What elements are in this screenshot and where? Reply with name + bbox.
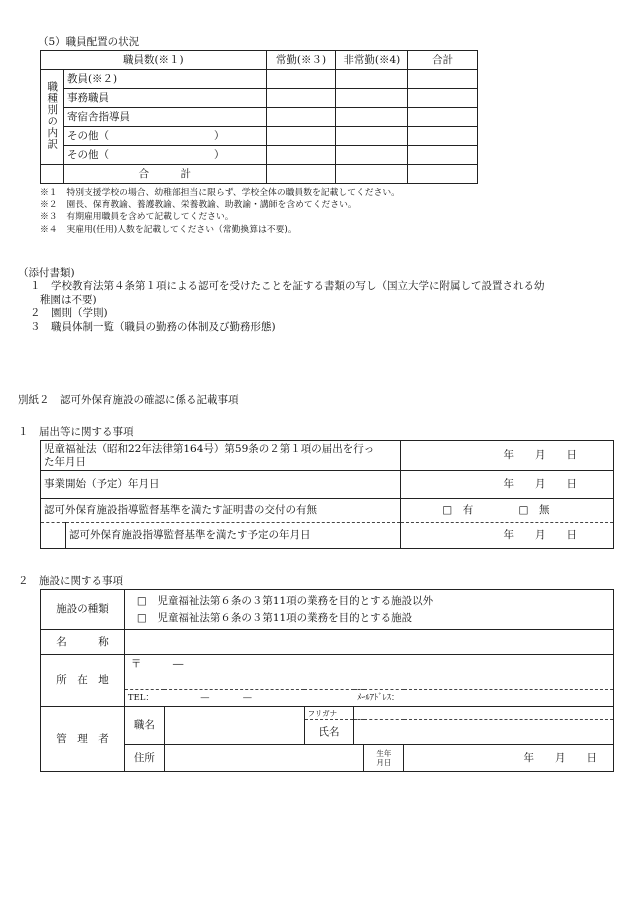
side-label: 職種別の内訳: [46, 80, 59, 150]
header-total: 合計: [408, 51, 478, 70]
cell[interactable]: [266, 146, 336, 165]
appendix2-title: 別紙２ 認可外保育施設の確認に係る記載事項: [18, 394, 239, 406]
attachment-1-cont: 稚園は不要): [40, 293, 97, 306]
facility-type-options: [124, 590, 613, 630]
address-label: 所 在 地: [41, 655, 125, 707]
furigana-value[interactable]: [354, 707, 614, 720]
facility-name-value[interactable]: [124, 630, 613, 655]
residence-label: 住所: [124, 745, 164, 772]
tel-line[interactable]: TEL： ― ―: [124, 690, 354, 707]
cell[interactable]: [336, 89, 408, 108]
header-count: 職員数(※１): [41, 51, 267, 70]
cell[interactable]: [336, 165, 408, 184]
note-1: ※１ 特別支援学校の場合、幼稚部担当に限らず、学校全体の職員数を記載してください。: [40, 188, 400, 198]
birth-label: 生年 月日: [364, 745, 404, 772]
row-dorm: 寄宿舎指導員: [63, 108, 266, 127]
header-fulltime: 常勤(※３): [266, 51, 336, 70]
notify-date-label: 児童福祉法（昭和22年法律第164号）第59条の２第１項の届出を行っ た年月日: [41, 441, 401, 471]
cell[interactable]: [408, 70, 478, 89]
planned-date-label: 認可外保育施設指導監督基準を満たす予定の年月日: [65, 523, 400, 549]
note-3: ※３ 有期雇用職員を含めて記載してください。: [40, 212, 234, 223]
certificate-no[interactable]: □ 無: [518, 504, 550, 517]
cell[interactable]: [266, 165, 336, 184]
facility-type-option-2[interactable]: □ 児童福祉法第６条の３第11項の業務を目的とする施設: [136, 611, 413, 624]
staff-table: [40, 50, 478, 184]
cell[interactable]: [408, 89, 478, 108]
cell[interactable]: [336, 127, 408, 146]
cell[interactable]: [266, 89, 336, 108]
section2-heading: ２ 施設に関する事項: [18, 575, 123, 587]
certificate-yes[interactable]: □ 有: [442, 504, 474, 517]
job-label: 職名: [124, 707, 164, 745]
row-other-2: その他（ ）: [63, 146, 266, 165]
planned-date-value[interactable]: 年 月 日: [401, 523, 614, 549]
facility-type-label: 施設の種類: [41, 590, 125, 630]
cell[interactable]: [266, 108, 336, 127]
cell[interactable]: [336, 70, 408, 89]
side-label-cell: [41, 70, 64, 165]
certificate-label: 認可外保育施設指導監督基準を満たす証明書の交付の有無: [41, 499, 401, 523]
name-label: 氏名: [304, 720, 354, 745]
cell[interactable]: [408, 165, 478, 184]
row-office: 事務職員: [63, 89, 266, 108]
cell[interactable]: [266, 70, 336, 89]
name-value[interactable]: [354, 720, 614, 745]
attachment-3: ３ 職員体制一覧（職員の勤務の体制及び勤務形態): [30, 320, 276, 333]
start-date-value[interactable]: 年 月 日: [401, 471, 614, 499]
birth-value[interactable]: 年 月 日: [404, 745, 614, 772]
row-other-1: その他（ ）: [63, 127, 266, 146]
postal-line[interactable]: 〒 ―: [124, 655, 613, 690]
cell[interactable]: [408, 127, 478, 146]
attachments-heading: （添付書類): [18, 267, 75, 279]
manager-label: 管 理 者: [41, 707, 125, 772]
cell[interactable]: [408, 146, 478, 165]
attachments-list: [30, 280, 625, 334]
cell[interactable]: [408, 108, 478, 127]
staff-section-heading: （5）職員配置の状況: [38, 36, 140, 48]
cell[interactable]: [336, 146, 408, 165]
facility-name-label: 名 称: [41, 630, 125, 655]
facility-table: [40, 589, 614, 772]
note-4: ※４ 実雇用(任用)人数を記載してください（常勤換算は不要)。: [40, 224, 297, 235]
facility-type-option-1[interactable]: □ 児童福祉法第６条の３第11項の業務を目的とする施設以外: [136, 594, 434, 607]
residence-value[interactable]: [164, 745, 364, 772]
start-date-label: 事業開始（予定）年月日: [41, 471, 401, 499]
header-parttime: 非常勤(※4): [336, 51, 408, 70]
cell[interactable]: [336, 108, 408, 127]
notify-date-value[interactable]: 年 月 日: [401, 441, 614, 471]
note-2: ※２ 園長、保育教諭、養護教諭、栄養教諭、助教諭・講師を含めてください。: [40, 200, 357, 211]
job-value[interactable]: [164, 707, 304, 745]
staff-notes: [40, 187, 400, 236]
cell[interactable]: [266, 127, 336, 146]
notification-table: [40, 440, 614, 549]
furigana-label: フリガナ: [304, 707, 354, 720]
attachment-2: ２ 園則（学則): [30, 307, 108, 319]
row-teacher: 教員(※２): [63, 70, 266, 89]
row-total: 合 計: [63, 165, 266, 184]
mail-line[interactable]: [354, 690, 614, 707]
attachment-1: １ 学校教育法第４条第１項による認可を受けたことを証する書類の写し（国立大学に附属して設置される幼: [30, 280, 545, 292]
section1-heading: １ 届出等に関する事項: [18, 426, 134, 438]
certificate-options: [401, 499, 614, 523]
mail-label: ﾒｰﾙｱﾄﾞﾚｽ：: [356, 692, 400, 703]
